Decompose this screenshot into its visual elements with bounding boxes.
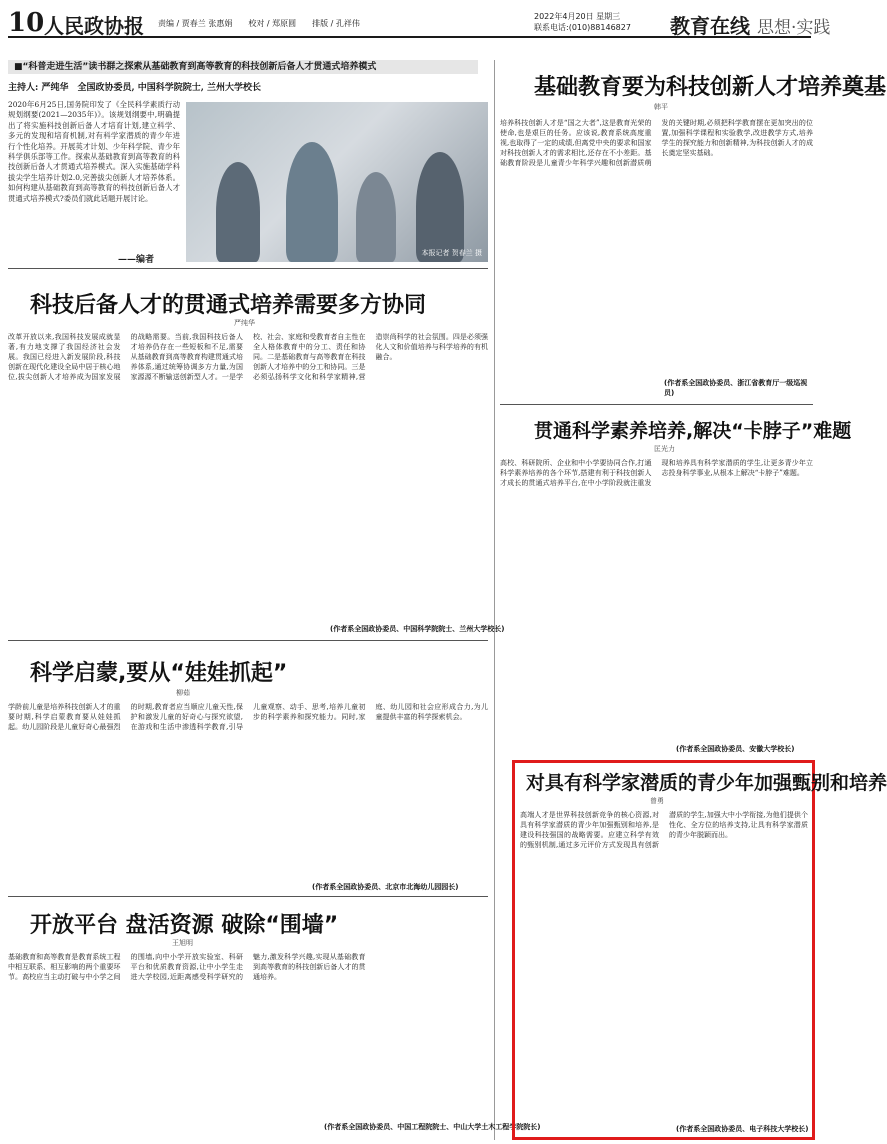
- date-info: [534, 11, 631, 33]
- article-6-headline: 对具有科学家潜质的青少年加强甄别和培养: [526, 772, 887, 794]
- article-1-author: 严纯华: [234, 319, 255, 327]
- photo-credit: 本报记者 贺春兰 摄: [421, 249, 482, 257]
- article-3-body: 基础教育和高等教育是教育系统工程中相互联系、相互影响的两个重要环节。高校应当主动打破与中小学之间的围墙,向中小学开放实验室、科研平台和优质教育资源,让中小学生走进大学校园,近距离感受科学研究的魅力,激发科学兴趣,实现从基础教育到高等教育的科技创新后备人才的贯通培养。: [8, 953, 366, 981]
- article-6-body: 高端人才是世界科技创新竞争的核心资源,对具有科学家潜质的青少年加强甄别和培养,是建设科技强国的战略需要。应建立科学有效的甄别机制,通过多元评价方式发现具有创新潜质的学生,加强大中小学衔接,为他们提供个性化、全方位的培养支持,让具有科学家潜质的青少年脱颖而出。: [520, 811, 808, 849]
- article-6-credit: (作者系全国政协委员、电子科技大学校长): [676, 1125, 809, 1133]
- staff-line: 责编 / 贾春兰 张惠娟 校对 / 郑原圆 排版 / 孔祥伟: [158, 19, 360, 28]
- article-5-author: 匡光力: [654, 445, 675, 453]
- contact-line: 联系电话:(010)88146827: [534, 23, 631, 32]
- news-photo: [186, 102, 488, 262]
- article-2-headline: 科学启蒙,要从“娃娃抓起”: [30, 661, 288, 686]
- article-4-author: 韩平: [654, 103, 668, 111]
- host-line: 主持人: 严纯华 全国政协委员, 中国科学院院士, 兰州大学校长: [8, 83, 261, 93]
- editor-note: ——编者: [118, 255, 155, 265]
- article-2-credit: (作者系全国政协委员、北京市北海幼儿园园长): [312, 883, 459, 891]
- section-title: [670, 10, 830, 39]
- topic-banner: ■“科普走进生活”读书群之探索从基础教育到高等教育的科技创新后备人才贯通式培养模式: [8, 60, 478, 74]
- section-name: 教育在线: [670, 14, 750, 38]
- article-3-headline: 开放平台 盘活资源 破除“围墙”: [30, 913, 339, 938]
- date-line: 2022年4月20日 星期三: [534, 12, 621, 21]
- article-5-body: 高校、科研院所、企业和中小学要协同合作,打通科学素养培养的各个环节,搭建有利于科技创新人才成长的贯通式培养平台,在中小学阶段就注重发现和培养具有科学家潜质的学生,让更多青少年立志投身科学事业,从根本上解决“卡脖子”难题。: [500, 459, 813, 487]
- article-6-author: 曾勇: [650, 797, 664, 805]
- article-1-credit: (作者系全国政协委员、中国科学院院士、兰州大学校长): [330, 625, 505, 633]
- article-2-body: 学龄前儿童是培养科技创新人才的重要时期,科学启蒙教育要从娃娃抓起。幼儿园阶段是儿童好奇心最强烈的时期,教育者应当顺应儿童天性,保护和激发儿童的好奇心与探究欲望,在游戏和生活中渗透科学教育,引导儿童观察、动手、思考,培养儿童初步的科学素养和探究能力。同时,家庭、幼儿园和社会应形成合力,为儿童提供丰富的科学探索机会。: [8, 703, 488, 731]
- article-2-author: 柳茹: [176, 689, 190, 697]
- article-3-author: 王旭明: [172, 939, 193, 947]
- page-number: 10: [8, 8, 45, 38]
- masthead: [8, 8, 831, 38]
- section-subtitle: 思想·实践: [756, 18, 831, 38]
- article-4-body: 培养科技创新人才是“国之大者”,这是教育光荣的使命,也是艰巨的任务。应该说,教育系统高度重视,也取得了一定的成绩,但离党中央的要求和国家对科技创新人才的需求相比,还存在不小差距。基础教育阶段是儿童青少年科学兴趣和创新潜质萌发的关键时期,必须把科学教育摆在更加突出的位置,加强科学课程和实验教学,改进教学方式,培养学生的探究能力和创新精神,为科技创新人才的成长奠定坚实基础。: [500, 119, 813, 167]
- article-5-headline: 贯通科学素养培养,解决“卡脖子”难题: [534, 420, 852, 442]
- intro-text: 2020年6月25日,国务院印发了《全民科学素质行动规划纲要(2021—2035年)》。该规划纲要中,明确提出了将实施科技创新后备人才培育计划,建立科学、多元的发现和培育机制,对有科学家潜质的青少年进行个性化培养。开展英才计划、少年科学院、青少年科学俱乐部等工作。探索从基础教育到高等教育的科技创新后备人才贯通式培养模式。深入实施基础学科拔尖学生培养计划2.0,完善拔尖创新人才培养体系。如何构建从基础教育到高等教育的科技创新后备人才贯通式培养模式?委员们就此话题开展讨论。: [8, 100, 180, 203]
- article-5-credit: (作者系全国政协委员、安徽大学校长): [676, 745, 795, 753]
- article-1-headline: 科技后备人才的贯通式培养需要多方协同: [30, 293, 427, 318]
- article-4-credit: (作者系全国政协委员、浙江省教育厅一级巡视员): [664, 379, 808, 397]
- article-4-headline: 基础教育要为科技创新人才培养奠基: [534, 75, 887, 100]
- paper-name: 人民政协报: [44, 14, 144, 38]
- article-1-body: 改革开放以来,我国科技发展成就显著,有力地支撑了我国经济社会发展。我国已经进入新发展阶段,科技创新在现代化建设全局中居于核心地位,拔尖创新人才培养成为国家发展的战略需要。当前,我国科技后备人才培养仍存在一些短板和不足,需要从基础教育到高等教育构建贯通式培养体系,通过统筹协调多方力量,为国家源源不断输送创新型人才。一是学校、社会、家庭和受教育者自主性在全人格体教育中的分工、责任和协同。二是基础教育与高等教育在科技创新人才培养中的分工和协同。三是必须弘扬科学文化和科学家精神,营造崇尚科学的社会氛围。四是必须强化人文和价值培养与科学培养的有机融合。: [8, 333, 488, 381]
- article-3-credit: (作者系全国政协委员、中国工程院院士、中山大学土木工程学院院长): [324, 1123, 541, 1131]
